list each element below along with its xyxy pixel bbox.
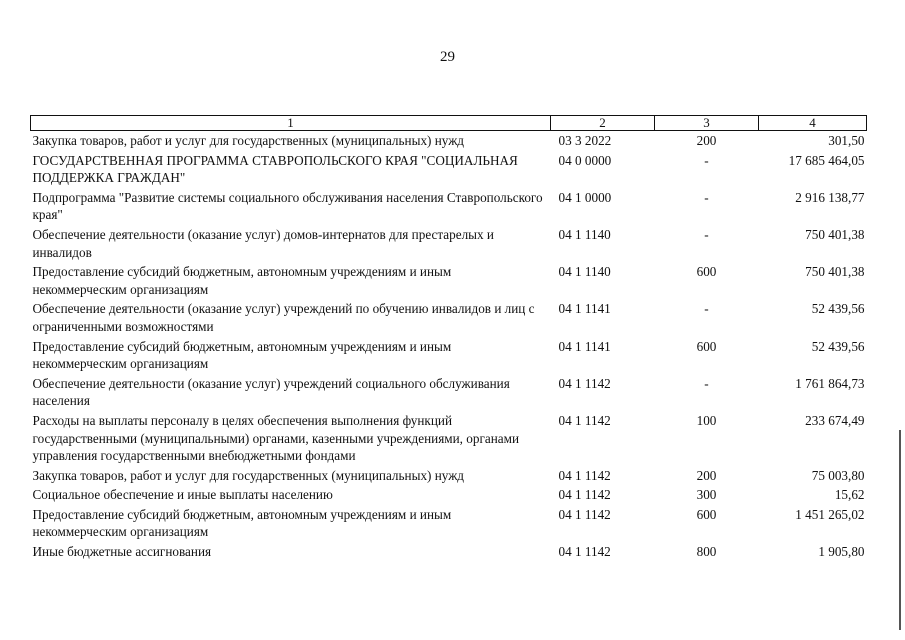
row-amount: 17 685 464,05 [788, 152, 865, 168]
table-row [31, 225, 867, 262]
row-name: Предоставление субсидий бюджетным, автономным учреждениям и иным некоммерческим организациям [32, 264, 452, 297]
row-name: Обеспечение деятельности (оказание услуг) учреждений социального обслуживания населения [32, 375, 510, 409]
row-amount: 1 761 864,73 [795, 375, 865, 391]
row-code: 04 1 1142 [558, 375, 611, 391]
budget-table [30, 115, 867, 562]
row-name: Предоставление субсидий бюджетным, автономным учреждениям и иным некоммерческим организациям [32, 506, 452, 540]
table-row [31, 485, 867, 505]
row-type: 600 [696, 264, 717, 280]
row-amount: 75 003,80 [811, 467, 865, 483]
column-header-4: 4 [759, 116, 867, 131]
row-code: 04 1 1141 [558, 301, 611, 317]
table-row [31, 151, 867, 188]
row-type: - [704, 226, 709, 242]
row-code: 03 3 2022 [558, 133, 612, 148]
table-row [31, 131, 867, 151]
row-type: 200 [696, 133, 717, 148]
row-type: - [704, 152, 709, 168]
row-code: 04 1 1142 [558, 506, 611, 522]
table-row [31, 374, 867, 411]
row-code: 04 1 1140 [558, 264, 611, 280]
row-amount: 1 451 265,02 [795, 506, 865, 522]
row-type: 600 [696, 506, 717, 522]
row-code: 04 1 1142 [558, 487, 611, 503]
table-row [31, 188, 867, 225]
row-code: 04 1 1142 [558, 412, 611, 428]
row-amount: 2 916 138,77 [795, 189, 865, 205]
row-code: 04 1 1140 [558, 226, 611, 242]
row-amount: 1 905,80 [818, 544, 865, 560]
row-amount: 52 439,56 [811, 301, 865, 317]
row-type: - [704, 301, 709, 317]
row-code: 04 1 1142 [558, 544, 611, 560]
row-type: - [704, 189, 709, 205]
row-name: Иные бюджетные ассигнования [32, 544, 212, 560]
row-amount: 52 439,56 [811, 338, 865, 354]
table-row [31, 411, 867, 466]
table-header-row [31, 116, 867, 131]
row-code: 04 0 0000 [558, 152, 612, 168]
row-amount: 750 401,38 [805, 264, 865, 280]
row-name: Расходы на выплаты персоналу в целях обеспечения выполнения функций государственными (муниципальными) органами, казенными учреждениями, органами управления государственными внебюджетными фондами [32, 412, 520, 464]
row-code: 04 1 1142 [558, 467, 611, 483]
table-row [31, 542, 867, 562]
row-name: Подпрограмма "Развитие системы социального обслуживания населения Ставропольского края" [32, 189, 543, 223]
page-number: 29 [440, 49, 455, 65]
row-name: Закупка товаров, работ и услуг для государственных (муниципальных) нужд [32, 133, 465, 148]
row-type: 100 [696, 412, 717, 428]
table-row [31, 337, 867, 374]
row-code: 04 1 1141 [558, 338, 611, 354]
table-body [31, 131, 867, 562]
column-header-2: 2 [551, 116, 655, 131]
row-name: ГОСУДАРСТВЕННАЯ ПРОГРАММА СТАВРОПОЛЬСКОГО КРАЯ "СОЦИАЛЬНАЯ ПОДДЕРЖКА ГРАЖДАН" [32, 152, 518, 186]
row-name: Обеспечение деятельности (оказание услуг) домов-интернатов для престарелых и инвалидов [32, 226, 494, 260]
row-amount: 750 401,38 [805, 226, 865, 242]
row-type: 300 [696, 487, 717, 503]
row-type: 600 [696, 338, 717, 354]
table-row [31, 505, 867, 542]
column-header-1: 1 [31, 116, 551, 131]
row-name: Обеспечение деятельности (оказание услуг) учреждений по обучению инвалидов и лиц с ограниченными возможностями [32, 301, 535, 334]
scan-edge-mark [899, 430, 901, 630]
row-type: 800 [696, 544, 717, 560]
row-type: 200 [696, 467, 717, 483]
table-row [31, 262, 867, 299]
row-name: Закупка товаров, работ и услуг для государственных (муниципальных) нужд [32, 467, 465, 483]
row-type: - [704, 375, 709, 391]
row-name: Предоставление субсидий бюджетным, автономным учреждениям и иным некоммерческим организациям [32, 338, 452, 372]
column-header-3: 3 [655, 116, 759, 131]
table-row [31, 466, 867, 486]
row-amount: 233 674,49 [805, 412, 865, 428]
row-amount: 301,50 [828, 133, 865, 148]
row-amount: 15,62 [834, 487, 865, 503]
table-row [31, 299, 867, 336]
row-name: Социальное обеспечение и иные выплаты населению [32, 487, 333, 503]
row-code: 04 1 0000 [558, 189, 612, 205]
